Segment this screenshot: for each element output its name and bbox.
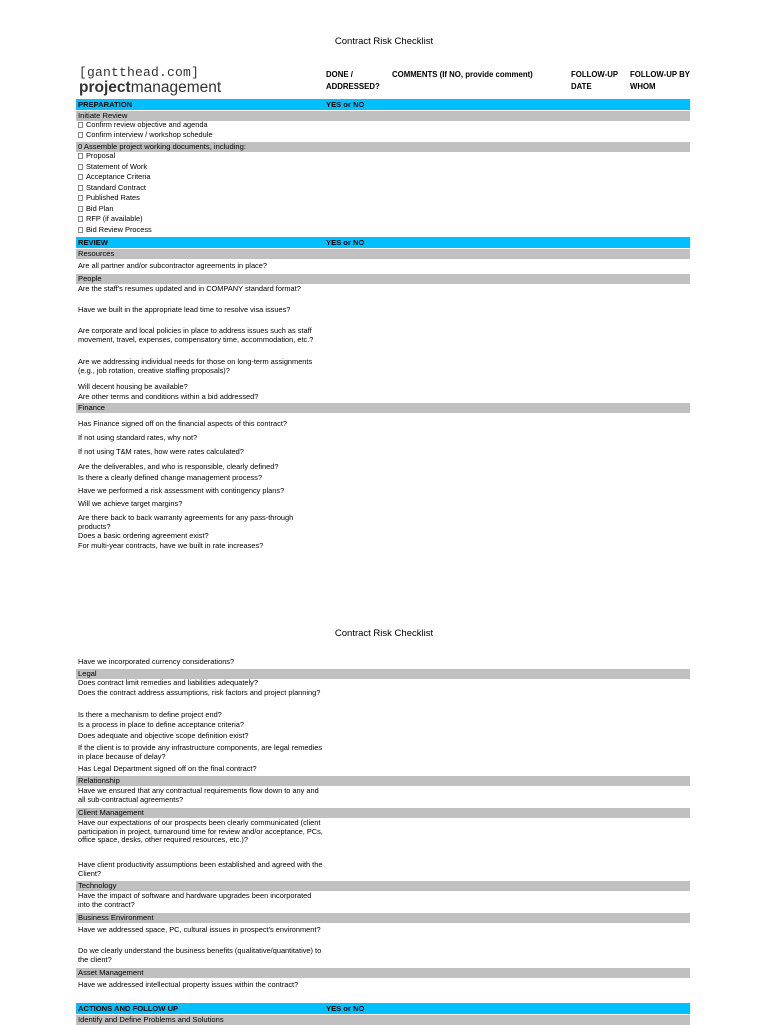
question-item: Will we achieve target margins?: [78, 499, 183, 508]
question-item: Does the contract address assumptions, risk factors and project planning?: [78, 688, 321, 697]
checklist-item[interactable]: Standard Contract: [78, 184, 323, 193]
question-item: Does a basic ordering agreement exist?: [78, 531, 209, 540]
question-item: Is a process in place to define acceptance criteria?: [78, 720, 244, 729]
checkbox-icon[interactable]: [78, 195, 83, 201]
logo-domain: [gantthead.com]: [79, 65, 200, 80]
header-done: DONE / ADDRESSED?: [326, 70, 380, 91]
question-item: Have we addressed intellectual property issues within the contract?: [78, 980, 299, 989]
question-item: Have the impact of software and hardware upgrades been incorporated into the contract?: [78, 891, 312, 909]
question-item: Have we built in the appropriate lead time to resolve visa issues?: [78, 305, 291, 314]
section-review: REVIEW YES or NO: [76, 237, 690, 248]
question-item: For multi-year contracts, have we built in rate increases?: [78, 541, 264, 550]
question-item: If not using standard rates, why not?: [78, 433, 198, 442]
header-comments: COMMENTS (If NO, provide comment): [392, 70, 533, 79]
checkbox-icon[interactable]: [78, 206, 83, 212]
logo-brand: projectmanagement: [79, 79, 222, 96]
subsection-finance: Finance: [76, 403, 690, 413]
question-item: Does contract limit remedies and liabilities adequately?: [78, 678, 258, 687]
question-item: Have we performed a risk assessment with contingency plans?: [78, 486, 285, 495]
gantthead-logo: [79, 66, 249, 95]
subsection-resources: Resources: [76, 249, 690, 259]
subsection-asset-management: Asset Management: [76, 968, 690, 978]
checklist-item[interactable]: Bid Plan: [78, 205, 323, 214]
subsection-relationship: Relationship: [76, 776, 690, 786]
question-item: Are corporate and local policies in place to address issues such as staff movement, travel, expenses, compensatory time, accommodation, etc.?: [78, 326, 314, 344]
question-item: Do we clearly understand the business benefits (qualitative/quantitative) to the client?: [78, 946, 322, 964]
question-item: Are other terms and conditions within a bid addressed?: [78, 392, 259, 401]
question-item: Have we addressed space, PC, cultural issues in prospect's environment?: [78, 925, 321, 934]
section-actions-follow-up: ACTIONS AND FOLLOW UP YES or NO: [76, 1003, 690, 1014]
header-follow-up-date: FOLLOW-UP DATE: [571, 70, 618, 91]
question-item: Have we ensured that any contractual requirements flow down to any and all sub-contractual agreements?: [78, 786, 319, 804]
question-item: Have client productivity assumptions been established and agreed with the Client?: [78, 860, 323, 878]
question-item: Are we addressing individual needs for those on long-term assignments (e.g., job rotation, creative staffing proposals)?: [78, 357, 313, 375]
question-item: Have our expectations of our prospects been clearly communicated (client participation in project, turnaround time for review and/or acceptance, PCs, office space, desks, other required resources, etc.)?: [78, 818, 323, 845]
checklist-item[interactable]: Confirm interview / workshop schedule: [78, 131, 323, 140]
checklist-item[interactable]: Published Rates: [78, 194, 323, 203]
subsection-legal: Legal: [76, 669, 690, 679]
checklist-item[interactable]: RFP (if available): [78, 215, 323, 224]
subsection-technology: Technology: [76, 881, 690, 891]
header-follow-up-whom: FOLLOW-UP BY WHOM: [630, 70, 690, 91]
question-item: If not using T&M rates, how were rates calculated?: [78, 447, 244, 456]
subsection-identify-problems: Identify and Define Problems and Solutions: [76, 1015, 690, 1025]
subsection-initiate-review: Initiate Review: [76, 111, 690, 121]
checkbox-icon[interactable]: [78, 153, 83, 159]
question-item: Are the deliverables, and who is responsible, clearly defined?: [78, 462, 279, 471]
page-title: Contract Risk Checklist: [334, 628, 434, 639]
question-item: Are the staff's resumes updated and in COMPANY standard format?: [78, 284, 301, 293]
checkbox-icon[interactable]: [78, 185, 83, 191]
checkbox-icon[interactable]: [78, 164, 83, 170]
question-item: Are there back to back warranty agreements for any pass-through products?: [78, 513, 294, 531]
checkbox-icon[interactable]: [78, 122, 83, 128]
checklist-item[interactable]: Proposal: [78, 152, 323, 161]
page-title: Contract Risk Checklist: [334, 36, 434, 47]
question-item: Is there a clearly defined change management process?: [78, 473, 263, 482]
checkbox-icon[interactable]: [78, 174, 83, 180]
checklist-item[interactable]: Bid Review Process: [78, 226, 323, 235]
checklist-item[interactable]: Acceptance Criteria: [78, 173, 323, 182]
checklist-item[interactable]: Confirm review objective and agenda: [78, 121, 323, 130]
subsection-business-environment: Business Environment: [76, 913, 690, 923]
checkbox-icon[interactable]: [78, 216, 83, 222]
subsection-client-management: Client Management: [76, 808, 690, 818]
question-item: Has Finance signed off on the financial aspects of this contract?: [78, 419, 287, 428]
subsection-people: People: [76, 274, 690, 284]
question-item: Has Legal Department signed off on the final contract?: [78, 764, 257, 773]
checkbox-icon[interactable]: [78, 227, 83, 233]
question-item: Are all partner and/or subcontractor agreements in place?: [78, 261, 267, 270]
question-item: Will decent housing be available?: [78, 382, 188, 391]
question-item: If the client is to provide any infrastructure components, are legal remedies in place because of delay?: [78, 743, 323, 761]
subsection-assemble-documents: 0 Assemble project working documents, including:: [76, 142, 690, 152]
checkbox-icon[interactable]: [78, 132, 83, 138]
question-item: Does adequate and objective scope definition exist?: [78, 731, 249, 740]
question-item: Is there a mechanism to define project end?: [78, 710, 222, 719]
section-preparation: PREPARATION YES or NO: [76, 99, 690, 110]
checklist-item[interactable]: Statement of Work: [78, 163, 323, 172]
question-item: Have we incorporated currency considerations?: [78, 657, 235, 666]
